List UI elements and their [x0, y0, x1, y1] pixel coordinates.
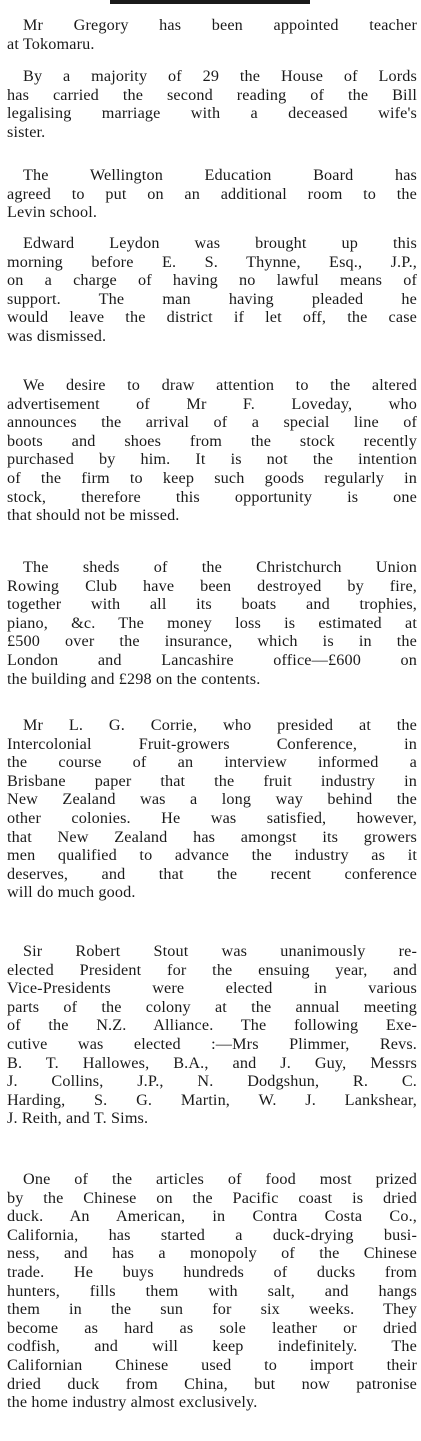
paragraph-line: By a majority of 29 the House of Lords — [23, 67, 417, 85]
news-paragraph-corrie — [7, 716, 417, 902]
paragraph-line: Mr Gregory has been appointed teacher — [23, 16, 417, 34]
paragraph-line: Intercolonial Fruit-growers Conference, in — [7, 734, 417, 753]
paragraph-line: Rowing Club have been destroyed by fire, — [7, 576, 417, 595]
paragraph-line: elected President for the ensuing year, and — [7, 960, 417, 979]
paragraph-line: Levin school. — [7, 203, 98, 222]
paragraph-line: support. The man having pleaded he — [7, 289, 417, 308]
paragraph-line: sister. — [7, 122, 46, 141]
paragraph-line: The sheds of the Christchurch Union — [23, 558, 417, 576]
paragraph-line: at Tokomaru. — [7, 34, 95, 53]
paragraph-line: The Wellington Education Board has — [23, 166, 417, 184]
paragraph-line: duck. An American, in Contra Costa Co., — [7, 1207, 417, 1226]
paragraph-line: deserves, and that the recent conference — [7, 864, 417, 883]
column-top-rule — [110, 0, 310, 4]
paragraph-line: morning before E. S. Thynne, Esq., J.P., — [7, 252, 417, 271]
paragraph-line: J. Collins, J.P., N. Dodgshun, R. C. — [7, 1072, 417, 1091]
paragraph-line: that should not be missed. — [7, 506, 180, 525]
paragraph-line: California, has started a duck-drying busi- — [7, 1225, 417, 1244]
paragraph-line: of the firm to keep such goods regularly in — [7, 468, 417, 487]
paragraph-line: One of the articles of food most prized — [23, 1170, 417, 1188]
paragraph-line: stock, therefore this opportunity is one — [7, 487, 417, 506]
paragraph-line: announces the arrival of a special line of — [7, 413, 417, 432]
paragraph-line: by the Chinese on the Pacific coast is dried — [7, 1188, 417, 1207]
paragraph-line: men qualified to advance the industry as it — [7, 846, 417, 865]
paragraph-line: that New Zealand has amongst its growers — [7, 827, 417, 846]
paragraph-line: boots and shoes from the stock recently — [7, 431, 417, 450]
paragraph-line: B. T. Hallowes, B.A., and J. Guy, Messrs — [7, 1053, 417, 1072]
paragraph-line: trade. He buys hundreds of ducks from — [7, 1262, 417, 1281]
paragraph-line: the building and £298 on the contents. — [7, 669, 261, 688]
paragraph-line: them in the sun for six weeks. They — [7, 1300, 417, 1319]
paragraph-line: of the N.Z. Alliance. The following Exe- — [7, 1016, 417, 1035]
news-paragraph-rowing-club — [7, 558, 417, 688]
news-paragraph-leydon — [7, 234, 417, 346]
paragraph-line: parts of the colony at the annual meeting — [7, 997, 417, 1016]
paragraph-line: Harding, S. G. Martin, W. J. Lankshear, — [7, 1090, 417, 1109]
paragraph-line: on a charge of having no lawful means of — [7, 271, 417, 290]
news-paragraph-stout — [7, 942, 417, 1128]
news-paragraph-dried-duck — [7, 1170, 417, 1412]
paragraph-line: would leave the district if let off, the case — [7, 308, 417, 327]
paragraph-line: together with all its boats and trophies, — [7, 595, 417, 614]
paragraph-line: has carried the second reading of the Bill — [7, 85, 417, 104]
paragraph-line: piano, &c. The money loss is estimated at — [7, 613, 417, 632]
news-paragraph-education-board — [7, 166, 417, 222]
paragraph-line: cutive was elected :—Mrs Plimmer, Revs. — [7, 1034, 417, 1053]
news-paragraph-loveday — [7, 376, 417, 525]
paragraph-line: £500 over the insurance, which is in the — [7, 632, 417, 651]
paragraph-line: was dismissed. — [7, 326, 107, 345]
paragraph-line: dried duck from China, but now patronise — [7, 1374, 417, 1393]
paragraph-line: Vice-Presidents were elected in various — [7, 979, 417, 998]
paragraph-line: codfish, and will keep indefinitely. The — [7, 1337, 417, 1356]
paragraph-line: the course of an interview informed a — [7, 753, 417, 772]
paragraph-line: Brisbane paper that the fruit industry in — [7, 771, 417, 790]
paragraph-line: legalising marriage with a deceased wife's — [7, 104, 417, 123]
paragraph-line: Sir Robert Stout was unanimously re- — [23, 942, 417, 960]
paragraph-line: New Zealand was a long way behind the — [7, 790, 417, 809]
paragraph-line: agreed to put on an additional room to the — [7, 184, 417, 203]
paragraph-line: London and Lancashire office—£600 on — [7, 650, 417, 669]
paragraph-line: will do much good. — [7, 883, 136, 902]
paragraph-line: Mr L. G. Corrie, who presided at the — [23, 716, 417, 734]
news-paragraph-house-of-lords — [7, 67, 417, 141]
paragraph-line: purchased by him. It is not the intention — [7, 450, 417, 469]
paragraph-line: advertisement of Mr F. Loveday, who — [7, 394, 417, 413]
paragraph-line: the home industry almost exclusively. — [7, 1393, 258, 1412]
paragraph-line: ness, and has a monopoly of the Chinese — [7, 1244, 417, 1263]
paragraph-line: We desire to draw attention to the altered — [23, 376, 417, 394]
paragraph-line: other colonies. He was satisfied, however, — [7, 808, 417, 827]
paragraph-line: become as hard as sole leather or dried — [7, 1318, 417, 1337]
paragraph-line: hunters, fills them with salt, and hangs — [7, 1281, 417, 1300]
paragraph-line: Edward Leydon was brought up this — [23, 234, 417, 252]
paragraph-line: Californian Chinese used to import their — [7, 1355, 417, 1374]
news-paragraph-gregory — [7, 16, 417, 53]
paragraph-line: J. Reith, and T. Sims. — [7, 1109, 149, 1128]
